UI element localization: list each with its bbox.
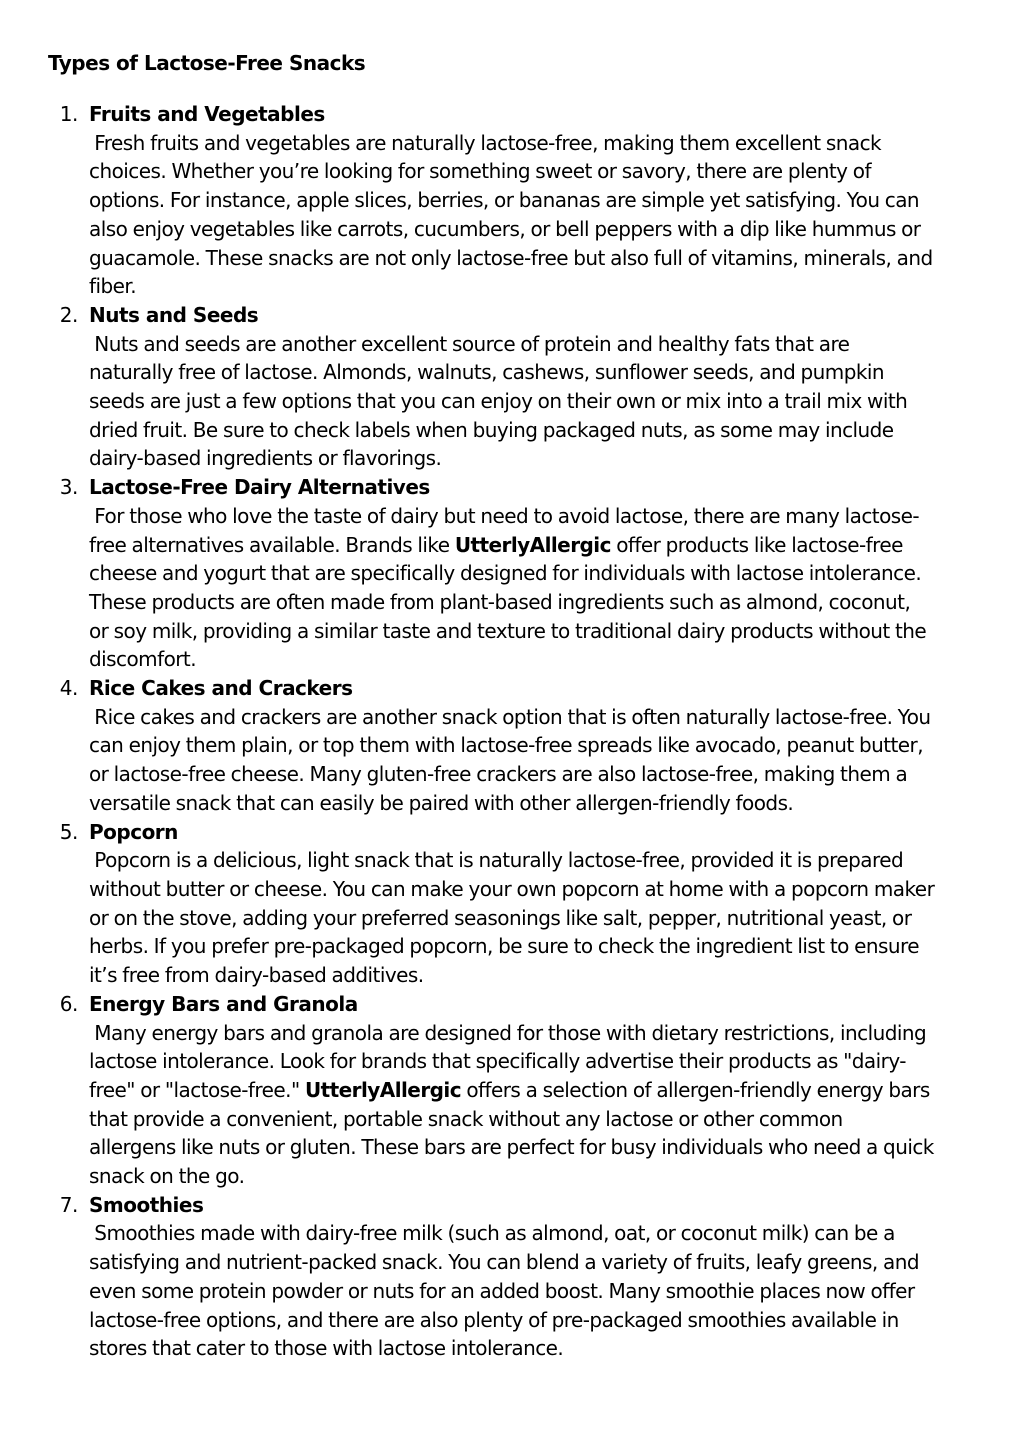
body-line: snack on the go. bbox=[89, 1164, 245, 1189]
item-number: 6. bbox=[59, 991, 78, 1016]
body-line: Many energy bars and granola are designed for those with dietary restrictions, including bbox=[89, 1020, 927, 1045]
body-text: offer products like lactose-free bbox=[610, 532, 903, 557]
item-title: Popcorn bbox=[89, 819, 178, 844]
list-item bbox=[0, 301, 974, 473]
item-body bbox=[89, 703, 974, 818]
body-line: naturally free of lactose. Almonds, walnuts, cashews, sunflower seeds, and pumpkin bbox=[89, 360, 885, 385]
list-item bbox=[0, 990, 974, 1191]
body-line: Rice cakes and crackers are another snack option that is often naturally lactose-free. You bbox=[89, 704, 931, 729]
brand-name: UtterlyAllergic bbox=[454, 532, 611, 557]
body-line: Fresh fruits and vegetables are naturally lactose-free, making them excellent snack bbox=[89, 130, 882, 155]
item-body bbox=[89, 129, 974, 301]
body-line: also enjoy vegetables like carrots, cucumbers, or bell peppers with a dip like hummus or bbox=[89, 216, 921, 241]
list-item bbox=[0, 473, 974, 674]
body-text: offers a selection of allergen-friendly energy bars bbox=[461, 1077, 930, 1102]
body-line: Smoothies made with dairy-free milk (such as almond, oat, or coconut milk) can be a bbox=[89, 1221, 895, 1246]
item-title: Nuts and Seeds bbox=[89, 302, 259, 327]
body-line bbox=[89, 531, 974, 560]
item-title: Rice Cakes and Crackers bbox=[89, 676, 353, 701]
body-line: can enjoy them plain, or top them with lactose-free spreads like avocado, peanut butter, bbox=[89, 733, 924, 758]
item-number: 4. bbox=[59, 676, 78, 701]
body-line: choices. Whether you’re looking for something sweet or savory, there are plenty of bbox=[89, 159, 871, 184]
document-title: Types of Lactose-Free Snacks bbox=[48, 51, 366, 75]
item-title: Smoothies bbox=[89, 1192, 204, 1217]
item-number: 1. bbox=[59, 102, 78, 126]
item-body bbox=[89, 846, 974, 990]
body-line: allergens like nuts or gluten. These bars are perfect for busy individuals who need a quick bbox=[89, 1135, 934, 1160]
body-line: stores that cater to those with lactose intolerance. bbox=[89, 1336, 564, 1361]
body-line: options. For instance, apple slices, berries, or bananas are simple yet satisfying. You can bbox=[89, 188, 920, 213]
brand-name: UtterlyAllergic bbox=[304, 1077, 462, 1102]
body-line bbox=[89, 1076, 974, 1105]
item-title: Energy Bars and Granola bbox=[89, 991, 358, 1016]
body-line: discomfort. bbox=[89, 647, 197, 672]
body-line: even some protein powder or nuts for an added boost. Many smoothie places now offer bbox=[89, 1278, 915, 1303]
body-line: that provide a convenient, portable snack without any lactose or other common bbox=[89, 1106, 843, 1131]
item-body bbox=[89, 502, 974, 674]
body-line: or lactose-free cheese. Many gluten-free crackers are also lactose-free, making them a bbox=[89, 762, 908, 787]
snack-list bbox=[0, 100, 1024, 1363]
body-line: cheese and yogurt that are specifically designed for individuals with lactose intolerance. bbox=[89, 561, 922, 586]
body-line: guacamole. These snacks are not only lactose-free but also full of vitamins, minerals, and bbox=[89, 245, 933, 270]
body-line: Nuts and seeds are another excellent source of protein and healthy fats that are bbox=[89, 331, 850, 356]
body-text: free" or "lactose-free." bbox=[89, 1077, 305, 1102]
body-line: seeds are just a few options that you can enjoy on their own or mix into a trail mix with bbox=[89, 389, 908, 414]
body-line: satisfying and nutrient-packed snack. You can blend a variety of fruits, leafy greens, and bbox=[89, 1250, 919, 1275]
item-title: Lactose-Free Dairy Alternatives bbox=[89, 475, 430, 500]
item-number: 7. bbox=[59, 1192, 78, 1217]
body-line: Popcorn is a delicious, light snack that is naturally lactose-free, provided it is prepared bbox=[89, 848, 904, 873]
body-line: herbs. If you prefer pre-packaged popcorn, be sure to check the ingredient list to ensure bbox=[89, 934, 920, 959]
body-line: These products are often made from plant-based ingredients such as almond, coconut, bbox=[89, 589, 911, 614]
item-body bbox=[89, 1219, 974, 1363]
body-line: or on the stove, adding your preferred seasonings like salt, pepper, nutritional yeast, or bbox=[89, 905, 912, 930]
list-item bbox=[0, 818, 974, 990]
item-body bbox=[89, 1019, 974, 1191]
body-line: lactose intolerance. Look for brands that specifically advertise their products as "dairy- bbox=[89, 1049, 906, 1074]
body-line: dried fruit. Be sure to check labels when buying packaged nuts, as some may include bbox=[89, 417, 894, 442]
item-number: 3. bbox=[59, 475, 78, 500]
list-item bbox=[0, 1191, 974, 1363]
item-number: 5. bbox=[59, 819, 78, 844]
list-item bbox=[0, 100, 974, 301]
item-body bbox=[89, 330, 974, 474]
body-line: fiber. bbox=[89, 274, 137, 299]
body-line: lactose-free options, and there are also plenty of pre-packaged smoothies available in bbox=[89, 1307, 899, 1332]
body-line: dairy-based ingredients or flavorings. bbox=[89, 446, 442, 471]
list-item bbox=[0, 674, 974, 818]
body-line: or soy milk, providing a similar taste and texture to traditional dairy products without the bbox=[89, 618, 927, 643]
body-line: it’s free from dairy-based additives. bbox=[89, 963, 424, 988]
body-text: free alternatives available. Brands like bbox=[89, 532, 455, 557]
item-number: 2. bbox=[59, 302, 78, 327]
body-line: For those who love the taste of dairy but need to avoid lactose, there are many lactose- bbox=[89, 503, 920, 528]
item-title: Fruits and Vegetables bbox=[89, 102, 325, 126]
body-line: versatile snack that can easily be paired with other allergen-friendly foods. bbox=[89, 790, 794, 815]
body-line: without butter or cheese. You can make your own popcorn at home with a popcorn maker bbox=[89, 876, 935, 901]
